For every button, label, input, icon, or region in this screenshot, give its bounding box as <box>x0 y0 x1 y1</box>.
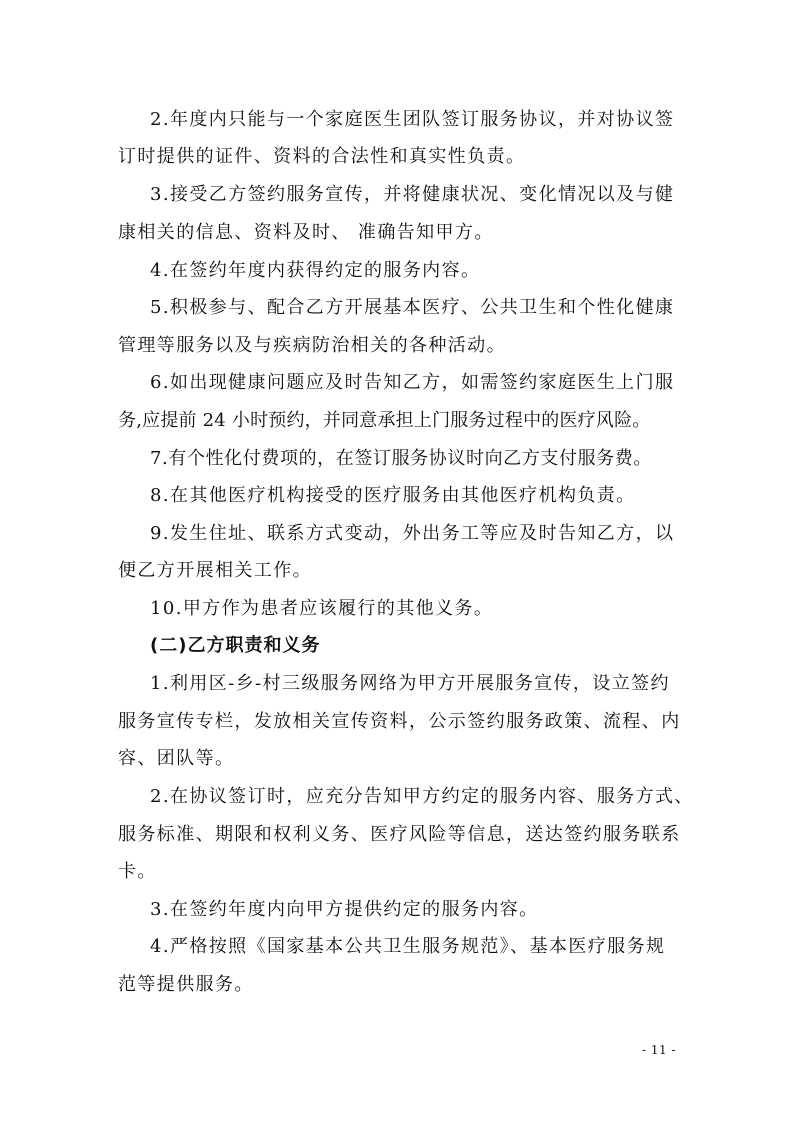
paragraph-line: 2.年度内只能与一个家庭医生团队签订服务协议，并对协议签 <box>150 109 675 130</box>
paragraph-line: 管理等服务以及与疾病防治相关的各种活动。 <box>118 335 506 356</box>
paragraph-line: 2.在协议签订时，应充分告知甲方约定的服务内容、服务方式、 <box>150 786 694 807</box>
paragraph-line: 3.接受乙方签约服务宣传，并将健康状况、变化情况以及与健 <box>150 184 675 205</box>
paragraph-line: 务,应提前 24 小时预约，并同意承担上门服务过程中的医疗风险。 <box>118 410 651 431</box>
section-heading: (二)乙方职责和义务 <box>150 635 321 656</box>
paragraph-line: 便乙方开展相关工作。 <box>118 560 312 581</box>
paragraph-line: 订时提供的证件、资料的合法性和真实性负责。 <box>118 146 526 167</box>
paragraph-line: 4.在签约年度内获得约定的服务内容。 <box>150 260 481 281</box>
paragraph-line: 7.有个性化付费项的，在签订服务协议时向乙方支付服务费。 <box>150 448 652 469</box>
paragraph-line: 范等提供服务。 <box>118 974 254 995</box>
paragraph-line: 8.在其他医疗机构接受的医疗服务由其他医疗机构负责。 <box>150 485 636 506</box>
paragraph-line: 4.严格按照《国家基本公共卫生服务规范》、基本医疗服务规 <box>150 936 666 957</box>
paragraph-line: 10.甲方作为患者应该履行的其他义务。 <box>150 598 494 619</box>
paragraph-line: 服务标准、期限和权利义务、医疗风险等信息，送达签约服务联系 <box>118 824 681 845</box>
paragraph-line: 6.如出现健康问题应及时告知乙方，如需签约家庭医生上门服 <box>150 372 675 393</box>
page-number: - 11 - <box>642 1043 677 1057</box>
paragraph-line: 容、团队等。 <box>118 748 235 769</box>
paragraph-line: 1.利用区-乡-村三级服务网络为甲方开展服务宣传，设立签约 <box>150 673 670 694</box>
paragraph-line: 3.在签约年度内向甲方提供约定的服务内容。 <box>150 899 539 920</box>
paragraph-line: 服务宣传专栏，发放相关宣传资料，公示签约服务政策、流程、内 <box>118 711 681 732</box>
paragraph-line: 康相关的信息、资料及时、 准确告知甲方。 <box>118 222 494 243</box>
paragraph-line: 9.发生住址、联系方式变动，外出务工等应及时告知乙方，以 <box>150 523 675 544</box>
paragraph-line: 卡。 <box>118 861 157 882</box>
paragraph-line: 5.积极参与、配合乙方开展基本医疗、公共卫生和个性化健康 <box>150 297 675 318</box>
